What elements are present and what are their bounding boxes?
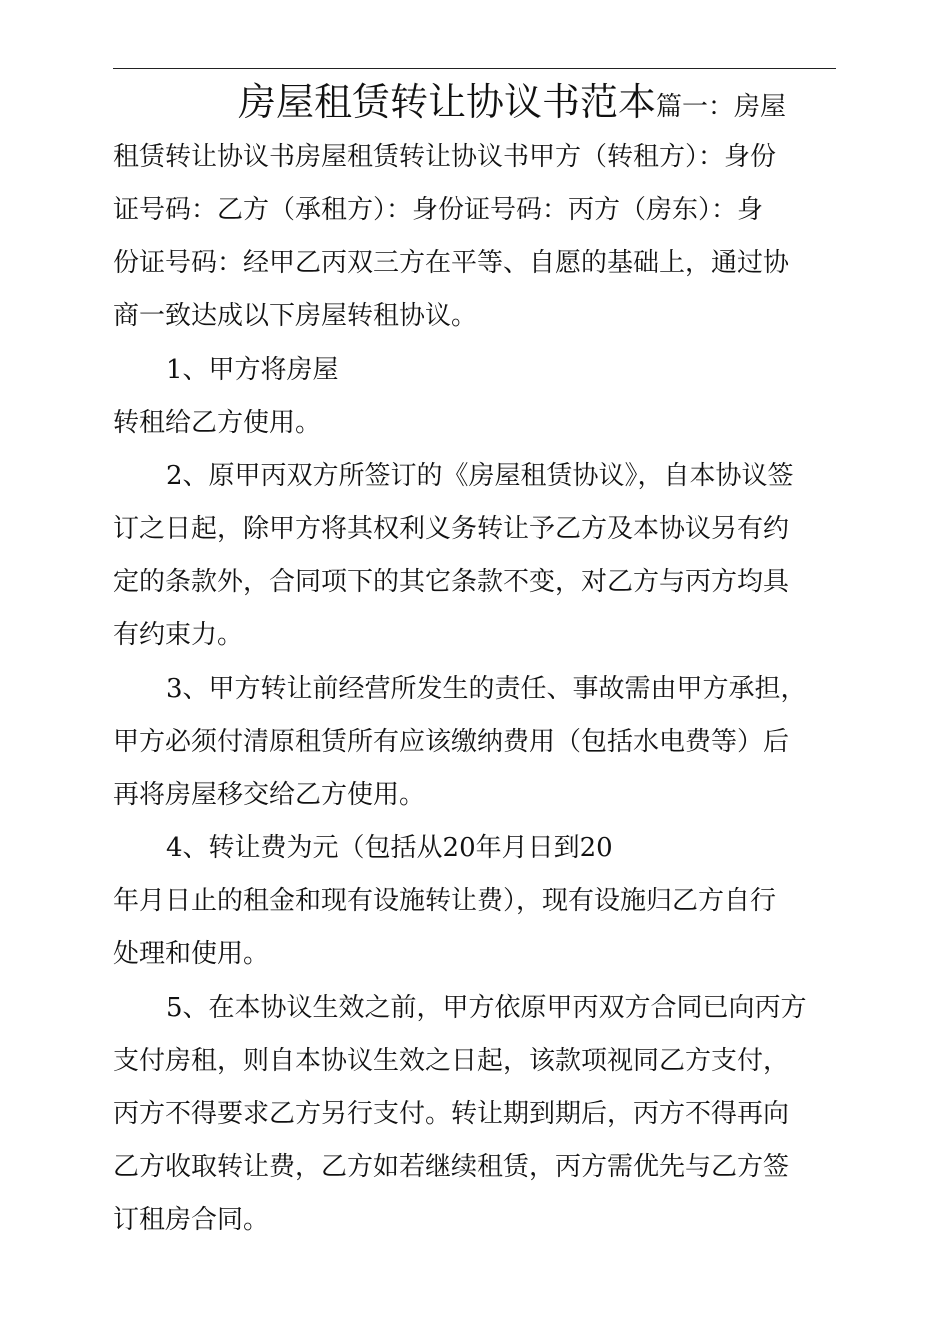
clause-1-line: 1、甲方将房屋 — [166, 355, 339, 385]
text-line: 甲方必须付清原租赁所有应该缴纳费用（包括水电费等）后 — [113, 727, 790, 757]
document-title: 房屋租赁转让协议书范本 — [238, 80, 657, 124]
text-line: 租赁转让协议书房屋租赁转让协议书甲方（转租方）：身份 — [113, 142, 777, 172]
text-line: 乙方收取转让费，乙方如若继续租赁，丙方需优先与乙方签 — [113, 1152, 790, 1182]
header-rule — [113, 68, 836, 69]
text-line: 年月日止的租金和现有设施转让费），现有设施归乙方自行 — [113, 886, 777, 916]
clause-4-line: 4、转让费为元（包括从20年月日到20 — [166, 833, 613, 863]
title-continuation: 篇一：房屋 — [656, 92, 787, 122]
text-line: 订租房合同。 — [113, 1205, 270, 1235]
text-line: 商一致达成以下房屋转租协议。 — [113, 301, 478, 331]
text-line: 再将房屋移交给乙方使用。 — [113, 780, 426, 810]
text-line: 份证号码：经甲乙丙双三方在平等、自愿的基础上，通过协 — [113, 248, 790, 278]
text-line: 订之日起，除甲方将其权利义务转让予乙方及本协议另有约 — [113, 514, 790, 544]
title-line — [238, 76, 838, 128]
text-line: 处理和使用。 — [113, 939, 270, 969]
clause-5-line: 5、在本协议生效之前，甲方依原甲丙双方合同已向丙方 — [166, 993, 807, 1023]
text-line: 定的条款外，合同项下的其它条款不变，对乙方与丙方均具 — [113, 567, 790, 597]
text-line: 丙方不得要求乙方另行支付。转让期到期后，丙方不得再向 — [113, 1099, 790, 1129]
text-line: 有约束力。 — [113, 620, 244, 650]
text-line: 证号码：乙方（承租方）：身份证号码：丙方（房东）：身 — [113, 195, 764, 225]
text-line: 支付房租，则自本协议生效之日起，该款项视同乙方支付， — [113, 1046, 790, 1076]
clause-2-line: 2、原甲丙双方所签订的《房屋租赁协议》，自本协议签 — [166, 461, 794, 491]
clause-3-line: 3、甲方转让前经营所发生的责任、事故需由甲方承担， — [166, 674, 807, 704]
text-line: 转租给乙方使用。 — [113, 408, 322, 438]
